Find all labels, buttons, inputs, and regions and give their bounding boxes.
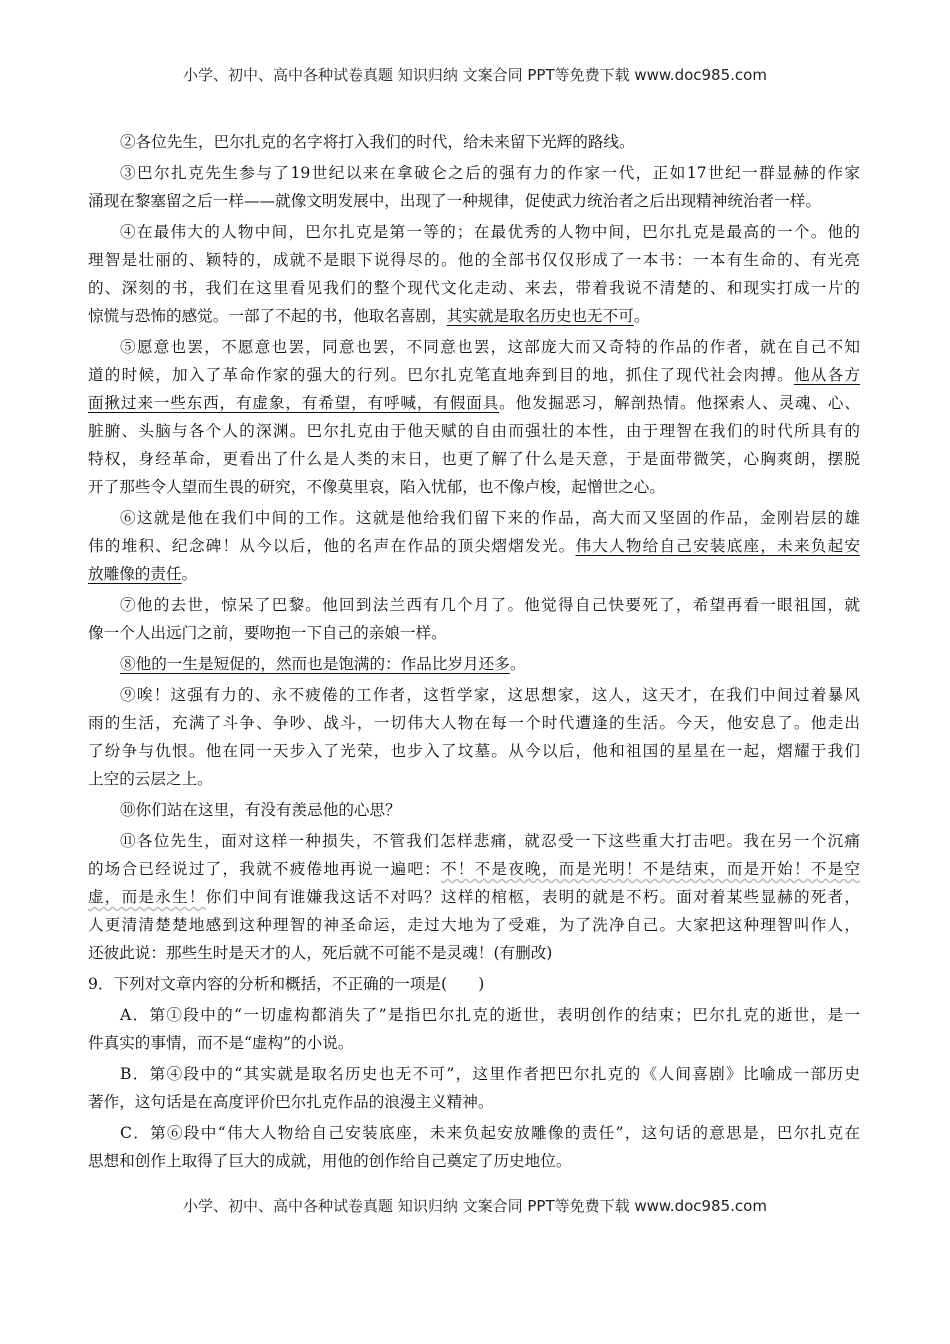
paragraph <box>88 504 860 588</box>
text: 人更清清楚楚地感到这种理智的神圣命运，走过大地为了受难，为了洗净自己。大家把这种理智叫作人， <box>88 916 860 934</box>
paragraph <box>88 1060 860 1116</box>
text: 。 <box>181 565 198 583</box>
paragraph <box>88 1119 860 1175</box>
text-line <box>88 532 860 560</box>
paragraph <box>88 970 860 998</box>
underlined-text: 他从各方 <box>793 366 860 384</box>
text-line <box>88 218 860 246</box>
text: ⑥这就是他在我们中间的工作。这就是他给我们留下来的作品，高大而又坚固的作品，金刚岩层的雄 <box>120 509 860 527</box>
text-line <box>88 650 860 678</box>
text-line <box>88 504 860 532</box>
text-line <box>88 796 860 824</box>
text: 件真实的事情，而不是“虚构”的小说。 <box>88 1034 354 1052</box>
text: ⑤愿意也罢，不愿意也罢，同意也罢，不同意也罢，这部庞大而又奇特的作品的作者，就在自己不知 <box>120 338 860 356</box>
text: ⑩你们站在这里，有没有羡忌他的心思？ <box>120 801 401 819</box>
text: 脏腑、头脑与各个人的深渊。巴尔扎克由于他天赋的自由而强壮的本性，由于理智在我们的时代所具有的 <box>88 422 860 440</box>
text-line <box>88 1060 860 1088</box>
text-line <box>88 389 860 417</box>
text-line <box>88 681 860 709</box>
text: ④在最伟大的人物中间，巴尔扎克是第一等的；在最优秀的人物中间，巴尔扎克是最高的一个。他的 <box>120 223 860 241</box>
text-line <box>88 1029 860 1057</box>
paragraph <box>88 650 860 678</box>
text: 伟的堆积、纪念碑！从今以后，他的名声在作品的顶尖熠熠发光。 <box>88 537 576 555</box>
paragraph <box>88 1001 860 1057</box>
text-line <box>88 827 860 855</box>
text: 。 <box>509 655 526 673</box>
text-line <box>88 855 860 883</box>
paragraph <box>88 796 860 824</box>
text-line <box>88 302 860 330</box>
text: ⑦他的去世，惊呆了巴黎。他回到法兰西有几个月了。他觉得自己快要死了，希望再看一眼祖国，就 <box>120 596 860 614</box>
text-line <box>88 591 860 619</box>
text-line <box>88 883 860 911</box>
text: 的、深刻的书，我们在这里看见我们的整个现代文化走动、来去，带着我说不清楚的、和现实打成一片的 <box>88 279 860 297</box>
text: 9．下列对文章内容的分析和概括，不正确的一项是( ) <box>88 975 485 993</box>
paragraph <box>88 159 860 215</box>
text: 雨的生活，充满了斗争、争吵、战斗，一切伟大人物在每一个时代遭逢的生活。今天，他安息了。他走出 <box>88 714 860 732</box>
text-line <box>88 1147 860 1175</box>
text: 著作，这句话是在高度评价巴尔扎克作品的浪漫主义精神。 <box>88 1093 494 1111</box>
text-line <box>88 473 860 501</box>
paragraph <box>88 128 860 156</box>
text-line <box>88 970 860 998</box>
text-line <box>88 1088 860 1116</box>
paragraph <box>88 333 860 501</box>
text: ⑪各位先生，面对这样一种损失，不管我们怎样悲痛，就忍受一下这些重大打击吧。我在另一个沉痛 <box>120 832 860 850</box>
page-footer: 小学、初中、高中各种试卷真题 知识归纳 文案合同 PPT等免费下载 www.doc985.com <box>183 1197 767 1215</box>
underlined-text: 面揪过来一些东西，有虚象，有希望，有呼喊，有假面具 <box>88 394 500 412</box>
text-line <box>88 246 860 274</box>
underlined-text: ⑧他的一生是短促的，然而也是饱满的：作品比岁月还多 <box>120 655 510 673</box>
text-line <box>88 939 860 967</box>
text-line <box>88 159 860 187</box>
page-header: 小学、初中、高中各种试卷真题 知识归纳 文案合同 PPT等免费下载 www.doc985.com <box>183 66 767 84</box>
text: 特权，身经革命，更看出了什么是人类的末日，也更了解了什么是天意，于是面带微笑，心胸爽朗，摆脱 <box>88 450 860 468</box>
text: ②各位先生，巴尔扎克的名字将打入我们的时代，给未来留下光辉的路线。 <box>120 133 635 151</box>
text-line <box>88 128 860 156</box>
underlined-text: 放雕像的责任 <box>88 565 182 583</box>
text: 你们中间有谁嫌我这话不对吗？这样的棺柩，表明的就是不朽。面对着某些显赫的死者， <box>205 888 860 906</box>
text-line <box>88 274 860 302</box>
text-line <box>88 361 860 389</box>
text: 。他发掘恶习，解剖热情。他探索人、灵魂、心、 <box>499 394 860 412</box>
paragraph <box>88 591 860 647</box>
underlined-text: 其实就是取名历史也无不可 <box>446 307 634 325</box>
text-line <box>88 1119 860 1147</box>
text: B．第④段中的“其实就是取名历史也无不可”，这里作者把巴尔扎克的《人间喜剧》比喻成一部历史 <box>120 1065 860 1083</box>
text: 道的时候，加入了革命作家的强大的行列。巴尔扎克笔直地奔到目的地，抓住了现代社会肉搏。 <box>88 366 794 384</box>
text-line <box>88 560 860 588</box>
wavy-underlined-text: 不！不是夜晚，而是光明！不是结束，而是开始！不是空 <box>440 860 860 878</box>
text-line <box>88 333 860 361</box>
wavy-underlined-text: 虚，而是永生！ <box>88 888 206 906</box>
text-line <box>88 445 860 473</box>
text: 思想和创作上取得了巨大的成就，用他的创作给自己奠定了历史地位。 <box>88 1152 572 1170</box>
text: 的场合已经说过了，我就不疲倦地再说一遍吧： <box>88 860 441 878</box>
text-line <box>88 765 860 793</box>
text: ③巴尔扎克先生参与了19世纪以来在拿破仑之后的强有力的作家一代，正如17世纪一群显赫的作家 <box>120 164 860 182</box>
text: 还彼此说：那些生时是天才的人，死后就不可能不是灵魂！(有删改) <box>88 944 553 962</box>
text: 了纷争与仇恨。他在同一天步入了光荣，也步入了坟墓。从今以后，他和祖国的星星在一起，熠耀于我们 <box>88 742 860 760</box>
text: ⑨唉！这强有力的、永不疲倦的工作者，这哲学家，这思想家，这人，这天才，在我们中间过着暴风 <box>120 686 860 704</box>
underlined-text: 伟大人物给自己安装底座，未来负起安 <box>575 537 860 555</box>
text-line <box>88 187 860 215</box>
text: 理智是壮丽的、颖特的，成就不是眼下说得尽的。他的全部书仅仅形成了一本书：一本有生命的、有光亮 <box>88 251 860 269</box>
paragraph <box>88 218 860 330</box>
text: C．第⑥段中“伟大人物给自己安装底座，未来负起安放雕像的责任”，这句话的意思是，巴尔扎克在 <box>120 1124 860 1142</box>
document-body <box>88 128 860 1178</box>
text: 涌现在黎塞留之后一样——就像文明发展中，出现了一种规律，促使武力统治者之后出现精神统治者一样。 <box>88 192 821 210</box>
text: A．第①段中的“一切虚构都消失了”是指巴尔扎克的逝世，表明创作的结束；巴尔扎克的逝世，是一 <box>120 1006 860 1024</box>
text-line <box>88 417 860 445</box>
text-line <box>88 1001 860 1029</box>
text: 上空的云层之上。 <box>88 770 213 788</box>
text: 像一个人出远门之前，要吻抱一下自己的亲娘一样。 <box>88 624 447 642</box>
paragraph <box>88 827 860 967</box>
paragraph <box>88 681 860 793</box>
text: 开了那些令人望而生畏的研究，不像莫里哀，陷入忧郁，也不像卢梭，起憎世之心。 <box>88 478 665 496</box>
text: 。 <box>633 307 650 325</box>
text-line <box>88 911 860 939</box>
text: 惊慌与恐怖的感觉。一部了不起的书，他取名喜剧， <box>88 307 447 325</box>
text-line <box>88 737 860 765</box>
text-line <box>88 709 860 737</box>
text-line <box>88 619 860 647</box>
